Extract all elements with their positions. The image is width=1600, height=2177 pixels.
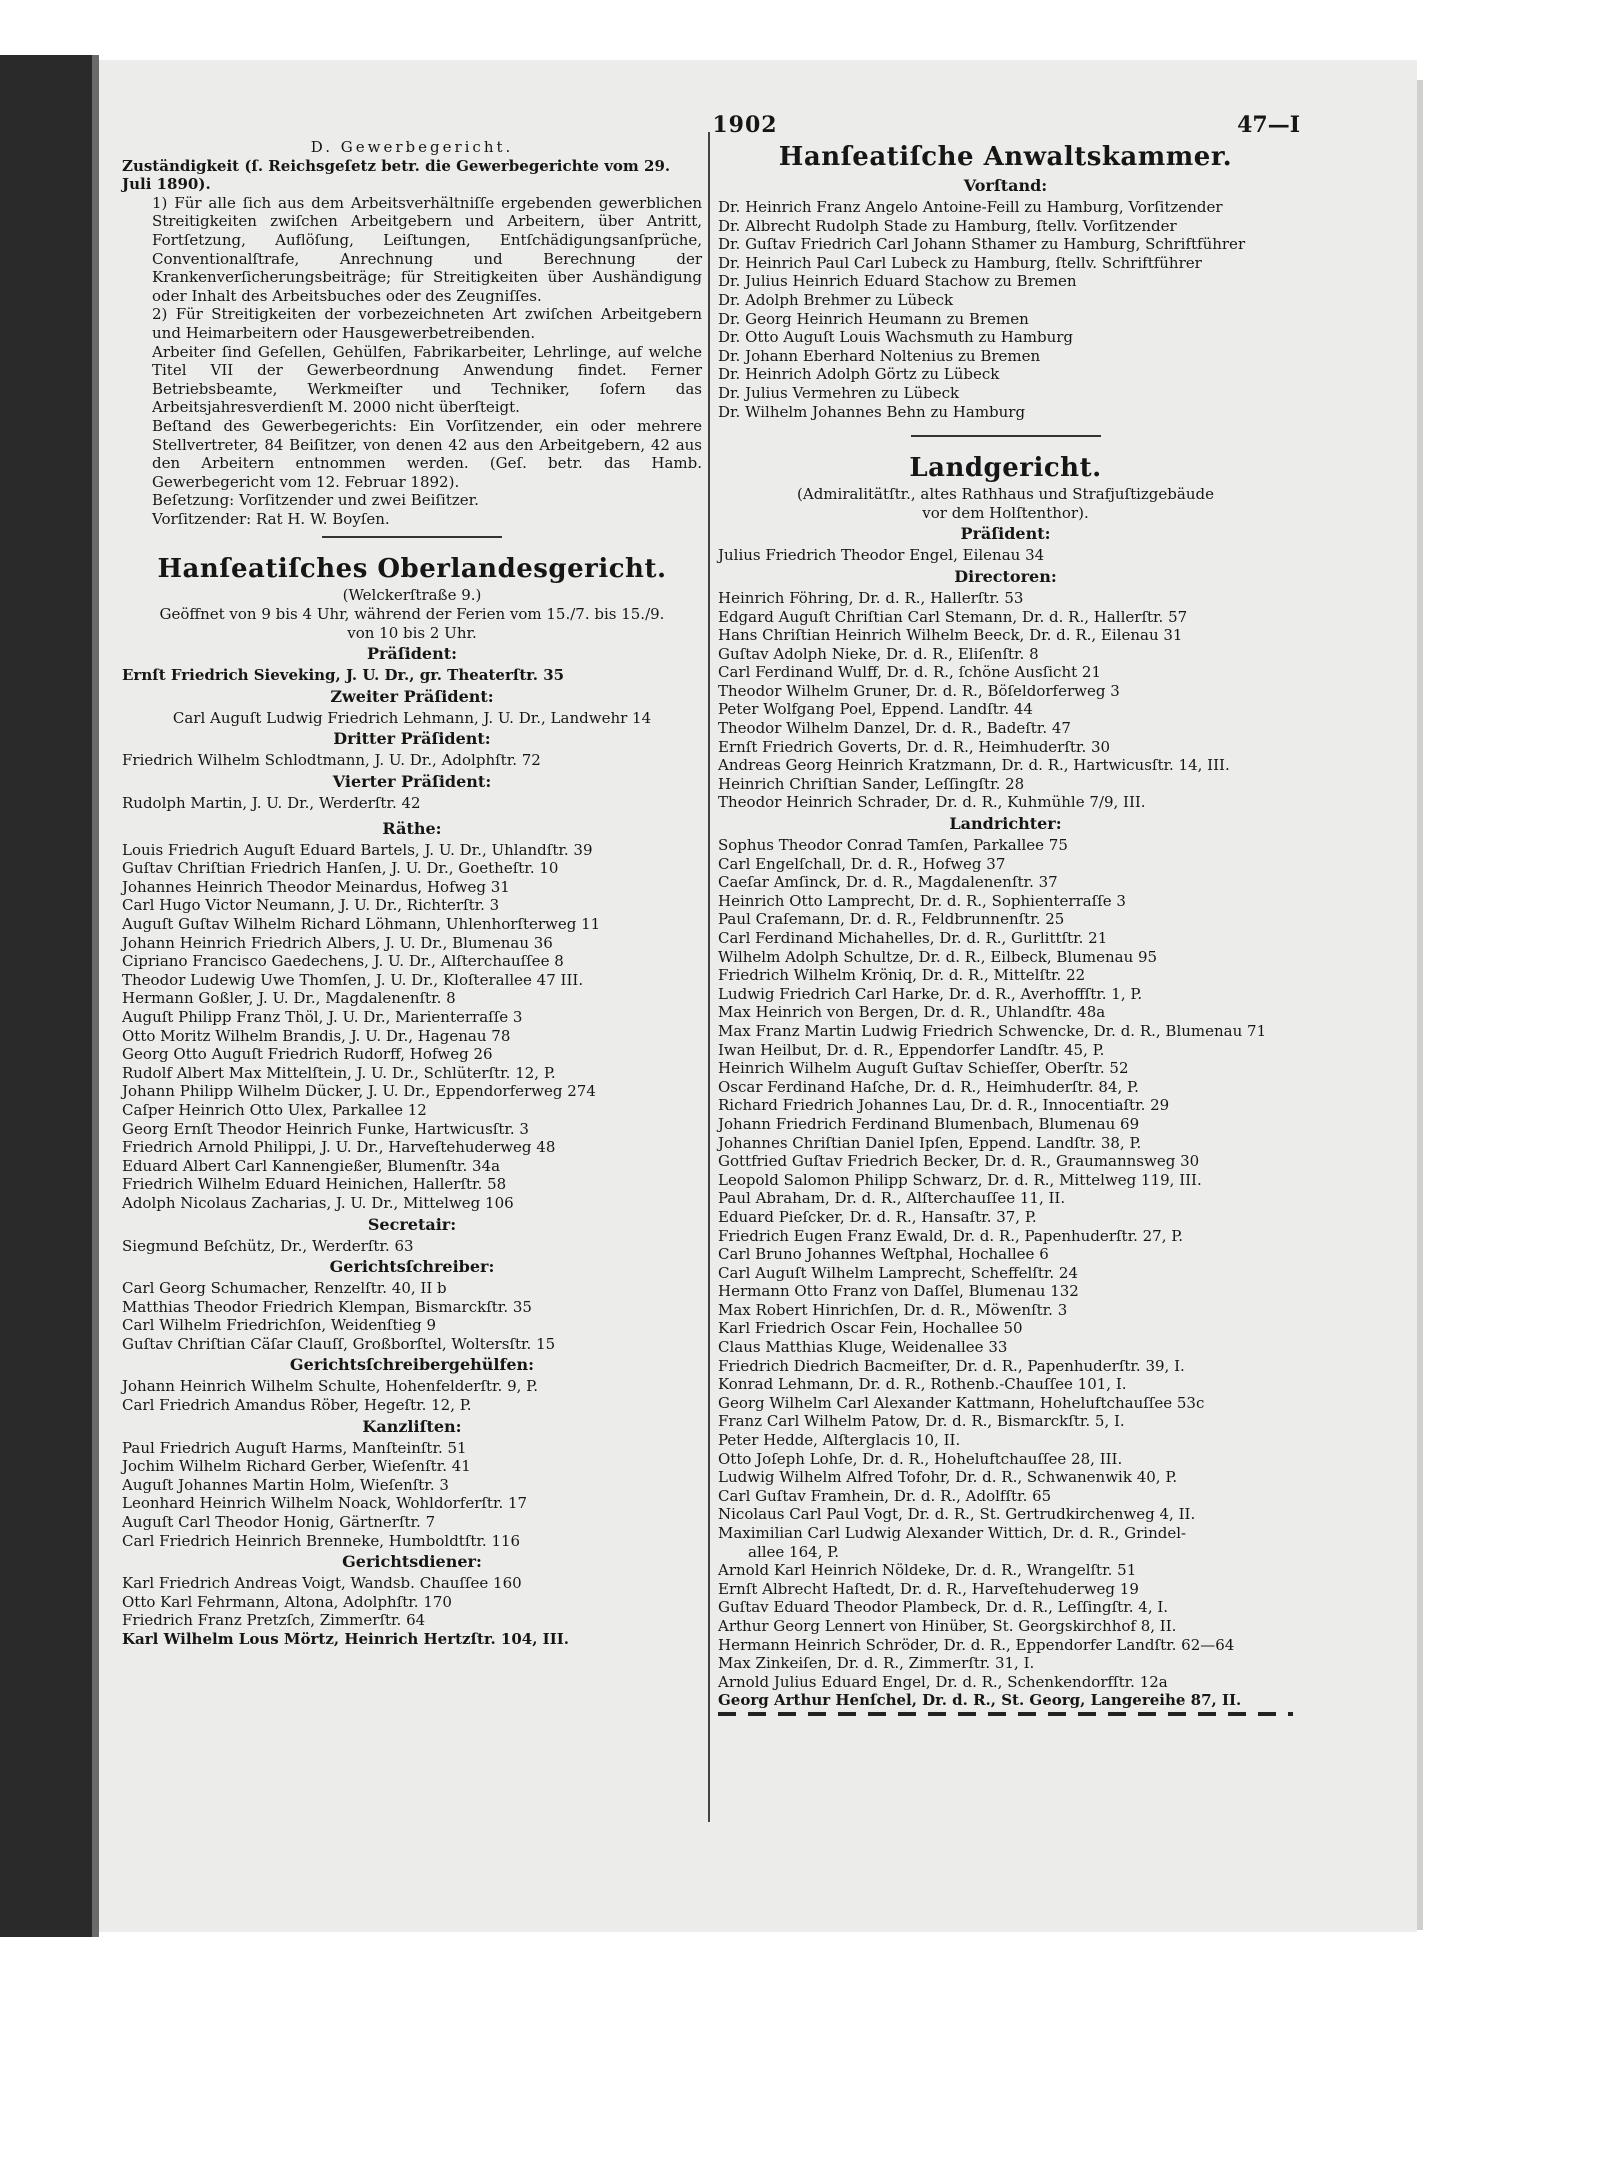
list-item: Dr. Heinrich Franz Angelo Antoine-Feill zu Hamburg, Vorſitzender xyxy=(718,198,1223,216)
list-item: Auguſt Philipp Franz Thöl, J. U. Dr., Marienterraſſe 3 xyxy=(122,1007,523,1026)
list-item: Theodor Wilhelm Danzel, Dr. d. R., Badeſtr. 47 xyxy=(718,719,1071,738)
gewerbe-zustaendigkeit: Zuständigkeit (ſ. Reichsgeſetz betr. die Gewerbegerichte vom 29. Juli 1890). xyxy=(122,156,671,194)
list-item: Paul Abraham, Dr. d. R., Alſterchauſſee 11, II. xyxy=(718,1189,1066,1208)
list-item: Dr. Johann Eberhard Noltenius zu Bremen xyxy=(718,346,1041,365)
list-item: Auguſt Johannes Martin Holm, Wieſenſtr. 3 xyxy=(122,1475,449,1494)
list-item: Dr. Julius Heinrich Eduard Stachow zu Bremen xyxy=(718,272,1077,291)
olg-heading-vierter: Vierter Präſident: xyxy=(332,772,492,792)
list-item: Dr. Wilhelm Johannes Behn zu Hamburg xyxy=(718,402,1026,421)
list-item: Ludwig Wilhelm Alfred Tofohr, Dr. d. R., Schwanenwik 40, P. xyxy=(718,1468,1178,1487)
left-column xyxy=(122,132,702,1649)
list-item: Friedrich Diedrich Bacmeiſter, Dr. d. R., Papenhuderſtr. 39, I. xyxy=(718,1356,1185,1375)
list-item: Carl Guſtav Framhein, Dr. d. R., Adolfſtr. 65 xyxy=(718,1486,1052,1505)
list-item: Otto Moritz Wilhelm Brandis, J. U. Dr., Hagenau 78 xyxy=(122,1026,511,1045)
list-item: Caſper Heinrich Otto Ulex, Parkallee 12 xyxy=(122,1100,427,1119)
land-heading-directoren: Directoren: xyxy=(954,566,1057,586)
gewerbe-arbeiter: Arbeiter ſind Geſellen, Gehülfen, Fabrikarbeiter, Lehrlinge, auf welche Titel VII der Gewerbeordnung Anwendung findet. Ferner Betriebsbeamte, Werkmeiſter und Techniker, ſofern das Arbeitsjahresverdienſt M. 2000 nicht überſteigt. xyxy=(152,342,702,417)
list-item: Johann Friedrich Ferdinand Blumenbach, Blumenau 69 xyxy=(718,1114,1140,1133)
list-item: Heinrich Chriſtian Sander, Leſſingſtr. 28 xyxy=(718,774,1025,793)
list-item: Eduard Albert Carl Kannengießer, Blumenſtr. 34a xyxy=(122,1156,501,1175)
list-item: Otto Karl Fehrmann, Altona, Adolphſtr. 170 xyxy=(122,1592,452,1611)
list-item: Wilhelm Adolph Schultze, Dr. d. R., Eilbeck, Blumenau 95 xyxy=(718,947,1158,966)
list-item: Theodor Ludewig Uwe Thomſen, J. U. Dr., Kloſterallee 47 III. xyxy=(122,970,584,989)
list-item: Max Franz Martin Ludwig Friedrich Schwencke, Dr. d. R., Blumenau 71 xyxy=(718,1021,1267,1040)
list-item: Karl Friedrich Andreas Voigt, Wandsb. Chauſſee 160 xyxy=(122,1574,522,1593)
list-item: Arthur Georg Lennert von Hinüber, St. Georgskirchhof 8, II. xyxy=(718,1616,1177,1635)
list-item: Johannes Heinrich Theodor Meinardus, Hofweg 31 xyxy=(122,877,510,896)
anwalt-title: Hanſeatiſche Anwaltskammer. xyxy=(778,142,1233,172)
list-item: Friedrich Franz Pretzſch, Zimmerſtr. 64 xyxy=(122,1611,426,1630)
list-item: Ernſt Albrecht Haſtedt, Dr. d. R., Harveſtehuderweg 19 xyxy=(718,1579,1139,1598)
list-item: Carl Hugo Victor Neumann, J. U. Dr., Richterſtr. 3 xyxy=(122,896,500,915)
olg-heading-dritter: Dritter Präſident: xyxy=(333,729,491,749)
list-item: Claus Matthias Kluge, Weidenallee 33 xyxy=(718,1338,1008,1357)
list-item: Cipriano Francisco Gaedechens, J. U. Dr., Alſterchauſſee 8 xyxy=(122,952,564,971)
list-item: Oscar Ferdinand Haſche, Dr. d. R., Heimhuderſtr. 84, P. xyxy=(718,1077,1139,1096)
land-title: Landgericht. xyxy=(909,453,1102,484)
list-item: Dr. Albrecht Rudolph Stade zu Hamburg, ſtellv. Vorſitzender xyxy=(718,216,1177,235)
list-item: Franz Carl Wilhelm Patow, Dr. d. R., Bismarckſtr. 5, I. xyxy=(718,1412,1125,1431)
list-item: Sophus Theodor Conrad Tamſen, Parkallee 75 xyxy=(718,836,1068,855)
list-item: Carl Friedrich Amandus Röber, Hegeſtr. 12, P. xyxy=(122,1396,472,1415)
land-address-2: vor dem Holſtenthor). xyxy=(922,503,1089,522)
land-heading-praesident: Präſident: xyxy=(960,524,1051,544)
list-item: Carl Ferdinand Wulff, Dr. d. R., ſchöne Ausſicht 21 xyxy=(718,663,1102,682)
gewerbe-vorsitzender: Vorſitzender: Rat H. W. Boyſen. xyxy=(152,509,390,528)
list-item: Carl Bruno Johannes Weſtphal, Hochallee 6 xyxy=(718,1245,1049,1264)
list-item: Maximilian Carl Ludwig Alexander Wittich, Dr. d. R., Grindel- xyxy=(718,1524,1187,1542)
list-item: Edgard Auguſt Chriſtian Carl Stemann, Dr. d. R., Hallerſtr. 57 xyxy=(718,607,1188,626)
list-item: Dr. Georg Heinrich Heumann zu Bremen xyxy=(718,309,1029,328)
land-heading-landrichter: Landrichter: xyxy=(949,814,1062,834)
list-item: Guſtav Chriſtian Friedrich Hanſen, J. U. Dr., Goetheſtr. 10 xyxy=(122,859,559,878)
list-item: Carl Georg Schumacher, Renzelſtr. 40, II b xyxy=(122,1279,447,1298)
list-item: Hermann Goßler, J. U. Dr., Magdalenenſtr. 8 xyxy=(122,989,456,1008)
list-item: Hermann Heinrich Schröder, Dr. d. R., Eppendorfer Landſtr. 62—64 xyxy=(718,1635,1235,1654)
olg-dritter-praesident: Friedrich Wilhelm Schlodtmann, J. U. Dr., Adolphſtr. 72 xyxy=(122,751,541,770)
right-column xyxy=(718,132,1293,1716)
list-item: Friedrich Eugen Franz Ewald, Dr. d. R., Papenhuderſtr. 27, P. xyxy=(718,1226,1184,1245)
list-item: Dr. Heinrich Paul Carl Lubeck zu Hamburg, ſtellv. Schriftführer xyxy=(718,253,1202,272)
list-item: Johannes Chriſtian Daniel Ipſen, Eppend. Landſtr. 38, P. xyxy=(718,1133,1142,1152)
olg-title: Hanſeatiſches Oberlandesgericht. xyxy=(157,554,667,585)
olg-heading-gehuelfen: Gerichtsſchreibergehülfen: xyxy=(289,1355,535,1375)
gewerbe-besetzung: Beſetzung: Vorſitzender und zwei Beiſitzer. xyxy=(152,491,479,510)
list-item: Leonhard Heinrich Wilhelm Noack, Wohldorferſtr. 17 xyxy=(122,1494,528,1513)
list-item: Eduard Pieſcker, Dr. d. R., Hansaſtr. 37, P. xyxy=(718,1207,1037,1226)
list-item: Friedrich Wilhelm Kröniq, Dr. d. R., Mittelſtr. 22 xyxy=(718,966,1086,985)
list-item: Hans Chriſtian Heinrich Wilhelm Beeck, Dr. d. R., Eilenau 31 xyxy=(718,626,1183,645)
list-item: Heinrich Föhring, Dr. d. R., Hallerſtr. 53 xyxy=(718,588,1024,607)
list-item: Georg Wilhelm Carl Alexander Kattmann, Hoheluftchauſſee 53c xyxy=(718,1393,1205,1412)
list-item: Hermann Otto Franz von Daſſel, Blumenau 132 xyxy=(718,1282,1079,1301)
olg-zweiter-praesident: Carl Auguſt Ludwig Friedrich Lehmann, J. U. Dr., Landwehr 14 xyxy=(172,708,652,727)
list-item: Andreas Georg Heinrich Kratzmann, Dr. d. R., Hartwicusſtr. 14, III. xyxy=(718,756,1230,775)
gewerbe-item-2: 2) Für Streitigkeiten der vorbezeichneten Art zwiſchen Arbeitgebern und Heimarbeitern oder Hausgewerbetreibenden. xyxy=(152,305,702,342)
list-item: Matthias Theodor Friedrich Klempan, Bismarckſtr. 35 xyxy=(122,1297,532,1316)
list-item: Ludwig Friedrich Carl Harke, Dr. d. R., Averhoffſtr. 1, P. xyxy=(718,984,1143,1003)
list-item: Theodor Heinrich Schrader, Dr. d. R., Kuhmühle 7/9, III. xyxy=(718,793,1146,812)
olg-address: (Welckerſtraße 9.) xyxy=(342,586,482,605)
list-item: Georg Otto Auguſt Friedrich Rudorff, Hofweg 26 xyxy=(122,1045,493,1064)
list-item: Carl Friedrich Heinrich Brenneke, Humboldtſtr. 116 xyxy=(122,1531,521,1550)
gewerbe-item-1: 1) Für alle ſich aus dem Arbeitsverhältniſſe ergebenden gewerblichen Streitigkeiten zwiſchen Arbeitgebern und Arbeitern, über Antritt, Fortſetzung, Auflöſung, Leiſtungen, Entſchädigungsanſprüche, Conventionalſtrafe, Anrechnung und Berechnung der Krankenverſicherungsbeiträge; für Streitigkeiten über Aushändigung oder Inhalt des Arbeitsbuches oder des Zeugniſſes. xyxy=(152,193,702,305)
list-item: Max Zinkeiſen, Dr. d. R., Zimmerſtr. 31, I. xyxy=(718,1654,1035,1673)
olg-hours-1: Geöffnet von 9 bis 4 Uhr, während der Ferien vom 15./7. bis 15./9. xyxy=(159,605,665,624)
list-item: Dr. Adolph Brehmer zu Lübeck xyxy=(718,290,954,309)
list-item: Ernſt Friedrich Goverts, Dr. d. R., Heimhuderſtr. 30 xyxy=(718,737,1111,756)
list-item: Peter Wolfgang Poel, Eppend. Landſtr. 44 xyxy=(718,700,1033,719)
olg-heading-schreiber: Gerichtsſchreiber: xyxy=(329,1257,495,1277)
continuation-dashes xyxy=(718,1712,1293,1716)
list-item: Paul Craſemann, Dr. d. R., Feldbrunnenſtr. 25 xyxy=(718,910,1065,929)
list-item: Max Robert Hinrichſen, Dr. d. R., Möwenſtr. 3 xyxy=(718,1300,1068,1319)
list-item: Theodor Wilhelm Gruner, Dr. d. R., Böſeldorferweg 3 xyxy=(718,681,1120,700)
list-item: Jochim Wilhelm Richard Gerber, Wieſenſtr. 41 xyxy=(122,1457,471,1476)
list-item: Peter Hedde, Alſterglacis 10, II. xyxy=(718,1431,961,1450)
header-year: 1902 xyxy=(712,112,778,138)
list-item: Nicolaus Carl Paul Vogt, Dr. d. R., St. Gertrudkirchenweg 4, II. xyxy=(718,1505,1196,1524)
list-item: Richard Friedrich Johannes Lau, Dr. d. R., Innocentiaſtr. 29 xyxy=(718,1096,1170,1115)
list-item: Guſtav Adolph Nieke, Dr. d. R., Eliſenſtr. 8 xyxy=(718,644,1039,663)
page-spine-edge xyxy=(92,55,99,1937)
olg-praesident: Ernſt Friedrich Sieveking, J. U. Dr., gr. Theaterſtr. 35 xyxy=(122,666,565,685)
list-item: Carl Ferdinand Michahelles, Dr. d. R., Gurlittſtr. 21 xyxy=(718,929,1108,947)
list-item: Rudolf Albert Max Mittelſtein, J. U. Dr., Schlüterſtr. 12, P. xyxy=(122,1063,556,1082)
list-item: Guſtav Chriſtian Cäſar Clauſſ, Großborſtel, Woltersſtr. 15 xyxy=(122,1334,556,1353)
list-item: Auguſt Carl Theodor Honig, Gärtnerſtr. 7 xyxy=(122,1513,436,1532)
olg-heading-praesident: Präſident: xyxy=(366,644,458,664)
olg-heading-kanzlisten: Kanzliſten: xyxy=(362,1416,462,1436)
list-item: Adolph Nicolaus Zacharias, J. U. Dr., Mittelweg 106 xyxy=(122,1193,514,1212)
list-item: Heinrich Wilhelm Auguſt Guſtav Schieſſer, Oberſtr. 52 xyxy=(718,1059,1129,1078)
page-edge-shadow xyxy=(1417,80,1423,1930)
list-item: Max Heinrich von Bergen, Dr. d. R., Uhlandſtr. 48a xyxy=(718,1003,1106,1022)
list-item: Dr. Heinrich Adolph Görtz zu Lübeck xyxy=(718,365,1000,384)
list-item: Arnold Julius Eduard Engel, Dr. d. R., Schenkendorfſtr. 12a xyxy=(718,1672,1168,1691)
list-item: Dr. Otto Auguſt Louis Wachsmuth zu Hamburg xyxy=(718,328,1074,347)
list-item: Carl Auguſt Wilhelm Lamprecht, Scheffelſtr. 24 xyxy=(718,1263,1079,1282)
land-praesident: Julius Friedrich Theodor Engel, Eilenau 34 xyxy=(718,546,1045,565)
list-item: Karl Wilhelm Lous Mörtz, Heinrich Hertzſtr. 104, III. xyxy=(122,1630,569,1648)
list-item: Friedrich Wilhelm Eduard Heinichen, Hallerſtr. 58 xyxy=(122,1175,507,1194)
list-item: Carl Wilhelm Friedrichſon, Weidenſtieg 9 xyxy=(122,1316,437,1335)
list-item: Guſtav Eduard Theodor Plambeck, Dr. d. R., Leſſingſtr. 4, I. xyxy=(718,1598,1169,1617)
list-item: Otto Joſeph Lohſe, Dr. d. R., Hoheluftchauſſee 28, III. xyxy=(718,1449,1123,1468)
list-item: Arnold Karl Heinrich Nöldeke, Dr. d. R., Wrangelſtr. 51 xyxy=(718,1561,1137,1580)
list-item: Dr. Julius Vermehren zu Lübeck xyxy=(718,383,960,402)
olg-heading-zweiter: Zweiter Präſident: xyxy=(330,686,494,706)
scanner-left-border xyxy=(0,55,92,1937)
list-item: Heinrich Otto Lamprecht, Dr. d. R., Sophienterraſſe 3 xyxy=(718,891,1126,910)
column-divider xyxy=(708,132,710,1822)
list-item: Dr. Guſtav Friedrich Carl Johann Sthamer zu Hamburg, Schriftführer xyxy=(718,235,1246,254)
gewerbe-title: D. Gewerbegericht. xyxy=(310,138,514,156)
land-address-1: (Admiralitätſtr., altes Rathhaus und Strafjuſtizgebäude xyxy=(797,485,1214,504)
list-item: Georg Ernſt Theodor Heinrich Funke, Hartwicusſtr. 3 xyxy=(122,1119,529,1138)
list-item: Friedrich Arnold Philippi, J. U. Dr., Harveſtehuderweg 48 xyxy=(122,1138,556,1157)
olg-secretair: Siegmund Beſchütz, Dr., Werderſtr. 63 xyxy=(122,1236,414,1255)
olg-hours-2: von 10 bis 2 Uhr. xyxy=(347,623,477,642)
olg-heading-raethe: Räthe: xyxy=(382,818,442,838)
gewerbe-bestand: Beſtand des Gewerbegerichts: Ein Vorſitzender, ein oder mehrere Stellvertreter, 84 Beiſitzer, von denen 42 aus den Arbeitgebern, 42 aus den Arbeitern entnommen werden. (Geſ. betr. das Hamb. Gewerbegericht vom 12. Februar 1892). xyxy=(152,416,702,491)
list-item: Auguſt Guſtav Wilhelm Richard Löhmann, Uhlenhorſterweg 11 xyxy=(122,915,601,933)
olg-heading-secretair: Secretair: xyxy=(367,1214,457,1234)
header-page-number: 47—I xyxy=(1237,112,1300,138)
list-item: Johann Heinrich Wilhelm Schulte, Hohenfelderſtr. 9, P. xyxy=(122,1377,538,1396)
list-item: Konrad Lehmann, Dr. d. R., Rothenb.-Chauſſee 101, I. xyxy=(718,1375,1127,1394)
list-item: allee 164, P. xyxy=(748,1542,840,1561)
list-item: Carl Engelſchall, Dr. d. R., Hofweg 37 xyxy=(718,854,1006,873)
olg-vierter-praesident: Rudolph Martin, J. U. Dr., Werderſtr. 42 xyxy=(122,794,421,813)
list-item: Karl Friedrich Oscar Fein, Hochallee 50 xyxy=(718,1319,1023,1338)
list-item: Leopold Salomon Philipp Schwarz, Dr. d. R., Mittelweg 119, III. xyxy=(718,1170,1202,1189)
list-item: Johann Philipp Wilhelm Dücker, J. U. Dr., Eppendorferweg 274 xyxy=(122,1082,596,1101)
list-item: Paul Friedrich Auguſt Harms, Manſteinſtr. 51 xyxy=(122,1438,467,1457)
list-item: Caeſar Amſinck, Dr. d. R., Magdalenenſtr. 37 xyxy=(718,873,1058,892)
list-item: Gottfried Guſtav Friedrich Becker, Dr. d. R., Graumannsweg 30 xyxy=(718,1152,1200,1171)
list-item: Louis Friedrich Auguſt Eduard Bartels, J. U. Dr., Uhlandſtr. 39 xyxy=(122,840,593,859)
list-item: Johann Heinrich Friedrich Albers, J. U. Dr., Blumenau 36 xyxy=(122,933,553,952)
olg-heading-diener: Gerichtsdiener: xyxy=(342,1552,482,1572)
list-item: Iwan Heilbut, Dr. d. R., Eppendorfer Landſtr. 45, P. xyxy=(718,1040,1105,1059)
anwalt-heading-vorstand: Vorſtand: xyxy=(963,176,1048,195)
list-item: Georg Arthur Henſchel, Dr. d. R., St. Georg, Langereihe 87, II. xyxy=(718,1691,1242,1710)
